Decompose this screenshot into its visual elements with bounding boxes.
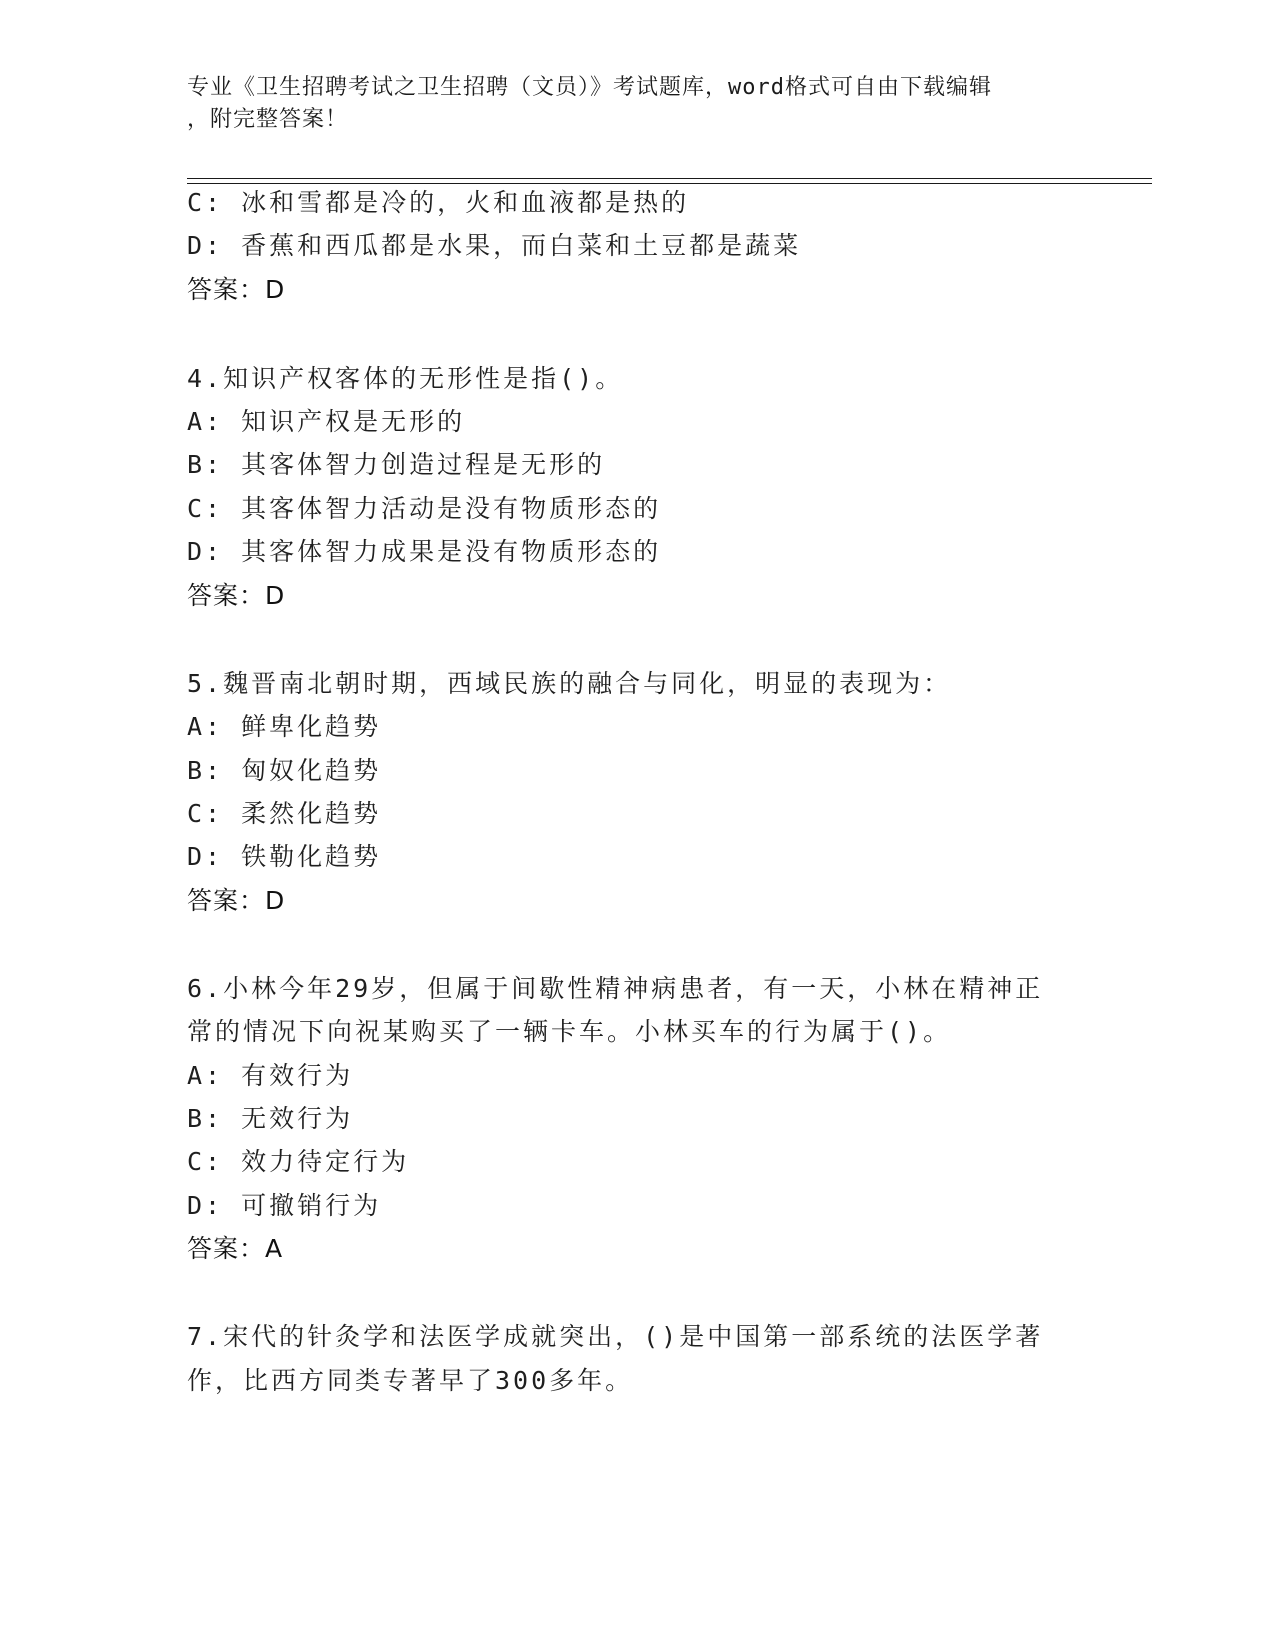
header-title-line-2: ，附完整答案！: [187, 107, 349, 132]
q6-stem-line-2: 常的情况下向祝某购买了一辆卡车。小林买车的行为属于()。: [187, 1017, 952, 1046]
q5-option-d: D: 铁勒化趋势: [187, 842, 382, 871]
q7-stem-line-1: 7.宋代的针灸学和法医学成就突出，()是中国第一部系统的法医学著: [187, 1322, 1044, 1351]
q7-stem-line-2: 作，比西方同类专著早了300多年。: [187, 1366, 634, 1395]
q5-option-b: B: 匈奴化趋势: [187, 756, 382, 785]
q4-option-b: B: 其客体智力创造过程是无形的: [187, 450, 606, 479]
q5-option-c: C: 柔然化趋势: [187, 799, 382, 828]
header-double-rule: [187, 178, 1152, 184]
q6-option-d: D: 可撤销行为: [187, 1191, 382, 1220]
q5-option-a: A: 鲜卑化趋势: [187, 712, 382, 741]
q5-stem: 5.魏晋南北朝时期，西域民族的融合与同化，明显的表现为：: [187, 669, 952, 698]
q4-option-c: C: 其客体智力活动是没有物质形态的: [187, 494, 662, 523]
q6-option-c: C: 效力待定行为: [187, 1147, 410, 1176]
q4-option-a: A: 知识产权是无形的: [187, 407, 466, 436]
q3-option-d: D: 香蕉和西瓜都是水果，而白菜和土豆都是蔬菜: [187, 231, 802, 260]
q6-option-b: B: 无效行为: [187, 1104, 354, 1133]
q6-stem-line-1: 6.小林今年29岁，但属于间歇性精神病患者，有一天，小林在精神正: [187, 974, 1044, 1003]
q6-answer: 答案：A: [187, 1234, 284, 1263]
q4-stem: 4.知识产权客体的无形性是指()。: [187, 364, 624, 393]
document-header: [187, 72, 1067, 136]
q5-answer: 答案：D: [187, 886, 286, 915]
q4-option-d: D: 其客体智力成果是没有物质形态的: [187, 537, 662, 566]
q3-option-c: C: 冰和雪都是冷的，火和血液都是热的: [187, 188, 690, 217]
q6-option-a: A: 有效行为: [187, 1061, 354, 1090]
q3-answer: 答案：D: [187, 275, 286, 304]
q4-answer: 答案：D: [187, 581, 286, 610]
header-title-line-1: 专业《卫生招聘考试之卫生招聘（文员）》考试题库，word格式可自由下载编辑: [187, 75, 992, 100]
